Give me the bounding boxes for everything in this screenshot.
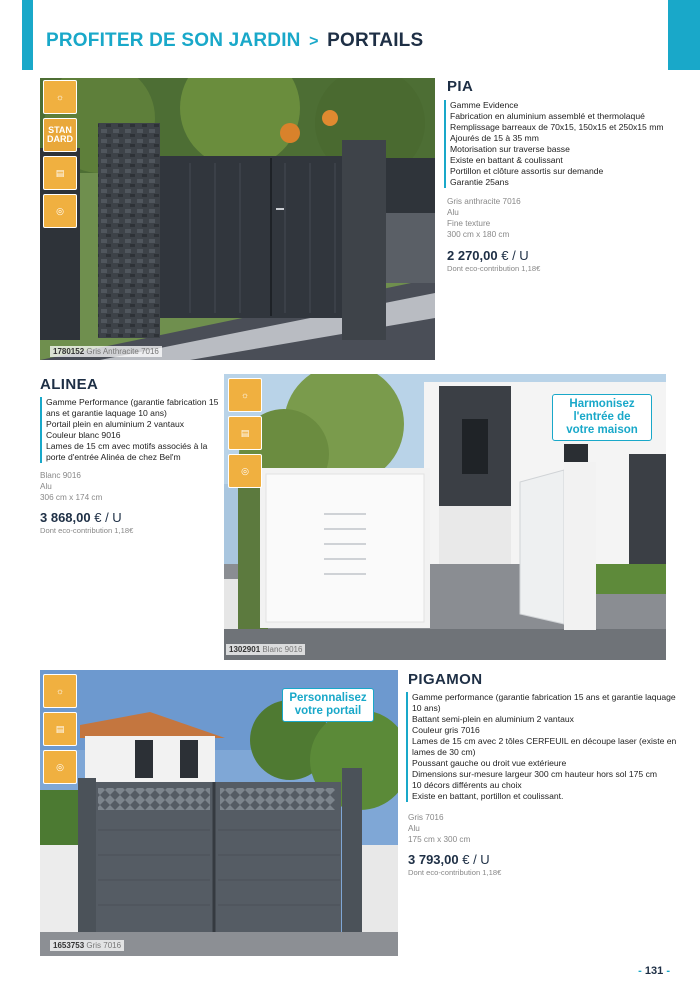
alinea-photo-ref: 1302901 Blanc 9016 <box>226 644 305 655</box>
pia-photo <box>40 78 435 360</box>
spec-item: Gris 7016 <box>408 813 444 822</box>
feature-item: Remplissage barreaux de 70x15, 150x15 et 250x15 mm <box>450 122 664 132</box>
pia-price: 2 270,00 € / U <box>447 248 529 263</box>
pia-specs <box>447 196 521 240</box>
feature-item: Existe en battant, portillon et coulissant. <box>412 791 564 801</box>
alinea-eco-contribution: Dont eco-contribution 1,18€ <box>40 526 134 535</box>
header-separator: > <box>309 33 319 50</box>
spec-item: Gris anthracite 7016 <box>447 197 521 206</box>
alinea-specs <box>40 470 102 503</box>
color-swatch-icon: ▤ <box>228 416 262 450</box>
alinea-callout: Harmonisez l'entrée de votre maison <box>552 394 652 441</box>
color-swatch-icon: ▤ <box>43 712 77 746</box>
pigamon-eco-contribution: Dont eco-contribution 1,18€ <box>408 868 502 877</box>
feature-item: Garantie 25ans <box>450 177 509 187</box>
feature-item: Couleur blanc 9016 <box>46 430 121 440</box>
measuring-tape-icon: ◎ <box>43 194 77 228</box>
header-section: PROFITER DE SON JARDIN <box>46 30 301 51</box>
accent-bar-left <box>22 0 33 70</box>
alinea-price: 3 868,00 € / U <box>40 510 122 525</box>
pia-badges <box>43 80 77 228</box>
measuring-tape-icon: ◎ <box>43 750 77 784</box>
spec-item: Alu <box>447 208 459 217</box>
feature-item: Battant semi-plein en aluminium 2 vantaux <box>412 714 574 724</box>
pia-title: PIA <box>447 78 474 95</box>
feature-item: Gamme performance (garantie fabrication 15 ans et garantie laquage 10 ans) <box>412 692 676 713</box>
feature-item: Portillon et clôture assortis sur demande <box>450 166 604 176</box>
sun-gear-icon: ☼ <box>43 80 77 114</box>
pigamon-price: 3 793,00 € / U <box>408 852 490 867</box>
spec-item: 300 cm x 180 cm <box>447 230 510 239</box>
standard-badge-icon: STAN DARD <box>43 118 77 152</box>
measuring-tape-icon: ◎ <box>228 454 262 488</box>
pigamon-specs <box>408 812 470 845</box>
spec-item: 306 cm x 174 cm <box>40 493 103 502</box>
feature-item: Gamme Performance (garantie fabrication 15 ans et garantie laquage 10 ans) <box>46 397 219 418</box>
feature-item: Lames de 15 cm avec 2 tôles CERFEUIL en découpe laser (existe en lames de 30 cm) <box>412 736 677 757</box>
accent-bar-right <box>668 0 700 70</box>
feature-item: Motorisation sur traverse basse <box>450 144 570 154</box>
feature-item: Poussant gauche ou droit vue extérieure <box>412 758 567 768</box>
pia-eco-contribution: Dont eco-contribution 1,18€ <box>447 264 541 273</box>
feature-item: Lames de 15 cm avec motifs associés à la porte d'entrée Alinéa de chez Bel'm <box>46 441 208 462</box>
spec-item: Alu <box>40 482 52 491</box>
pigamon-badges <box>43 674 77 784</box>
sun-gear-icon: ☼ <box>228 378 262 412</box>
page-number: - 131 - <box>638 965 670 977</box>
pia-features <box>444 100 676 188</box>
alinea-title: ALINEA <box>40 376 99 393</box>
pigamon-photo-ref: 1653753 Gris 7016 <box>50 940 124 951</box>
sun-gear-icon: ☼ <box>43 674 77 708</box>
feature-item: Dimensions sur-mesure largeur 300 cm hauteur hors sol 175 cm <box>412 769 658 779</box>
feature-item: Fabrication en aluminium assemblé et thermolaqué <box>450 111 645 121</box>
page-header <box>46 30 423 52</box>
pigamon-title: PIGAMON <box>408 671 483 688</box>
spec-item: Fine texture <box>447 219 491 228</box>
alinea-features <box>40 397 220 463</box>
feature-item: Gamme Evidence <box>450 100 519 110</box>
color-swatch-icon: ▤ <box>43 156 77 190</box>
alinea-badges <box>228 378 262 488</box>
spec-item: Blanc 9016 <box>40 471 81 480</box>
header-category: PORTAILS <box>327 30 424 51</box>
feature-item: Existe en battant & coulissant <box>450 155 563 165</box>
pia-photo-ref: 1780152 Gris Anthracite 7016 <box>50 346 162 357</box>
spec-item: 175 cm x 300 cm <box>408 835 471 844</box>
feature-item: Ajourés de 15 à 35 mm <box>450 133 539 143</box>
spec-item: Alu <box>408 824 420 833</box>
feature-item: 10 décors différents au choix <box>412 780 522 790</box>
feature-item: Couleur gris 7016 <box>412 725 480 735</box>
pigamon-features <box>406 692 678 802</box>
feature-item: Portail plein en aluminium 2 vantaux <box>46 419 185 429</box>
pigamon-callout: Personnalisez votre portail <box>282 688 374 722</box>
